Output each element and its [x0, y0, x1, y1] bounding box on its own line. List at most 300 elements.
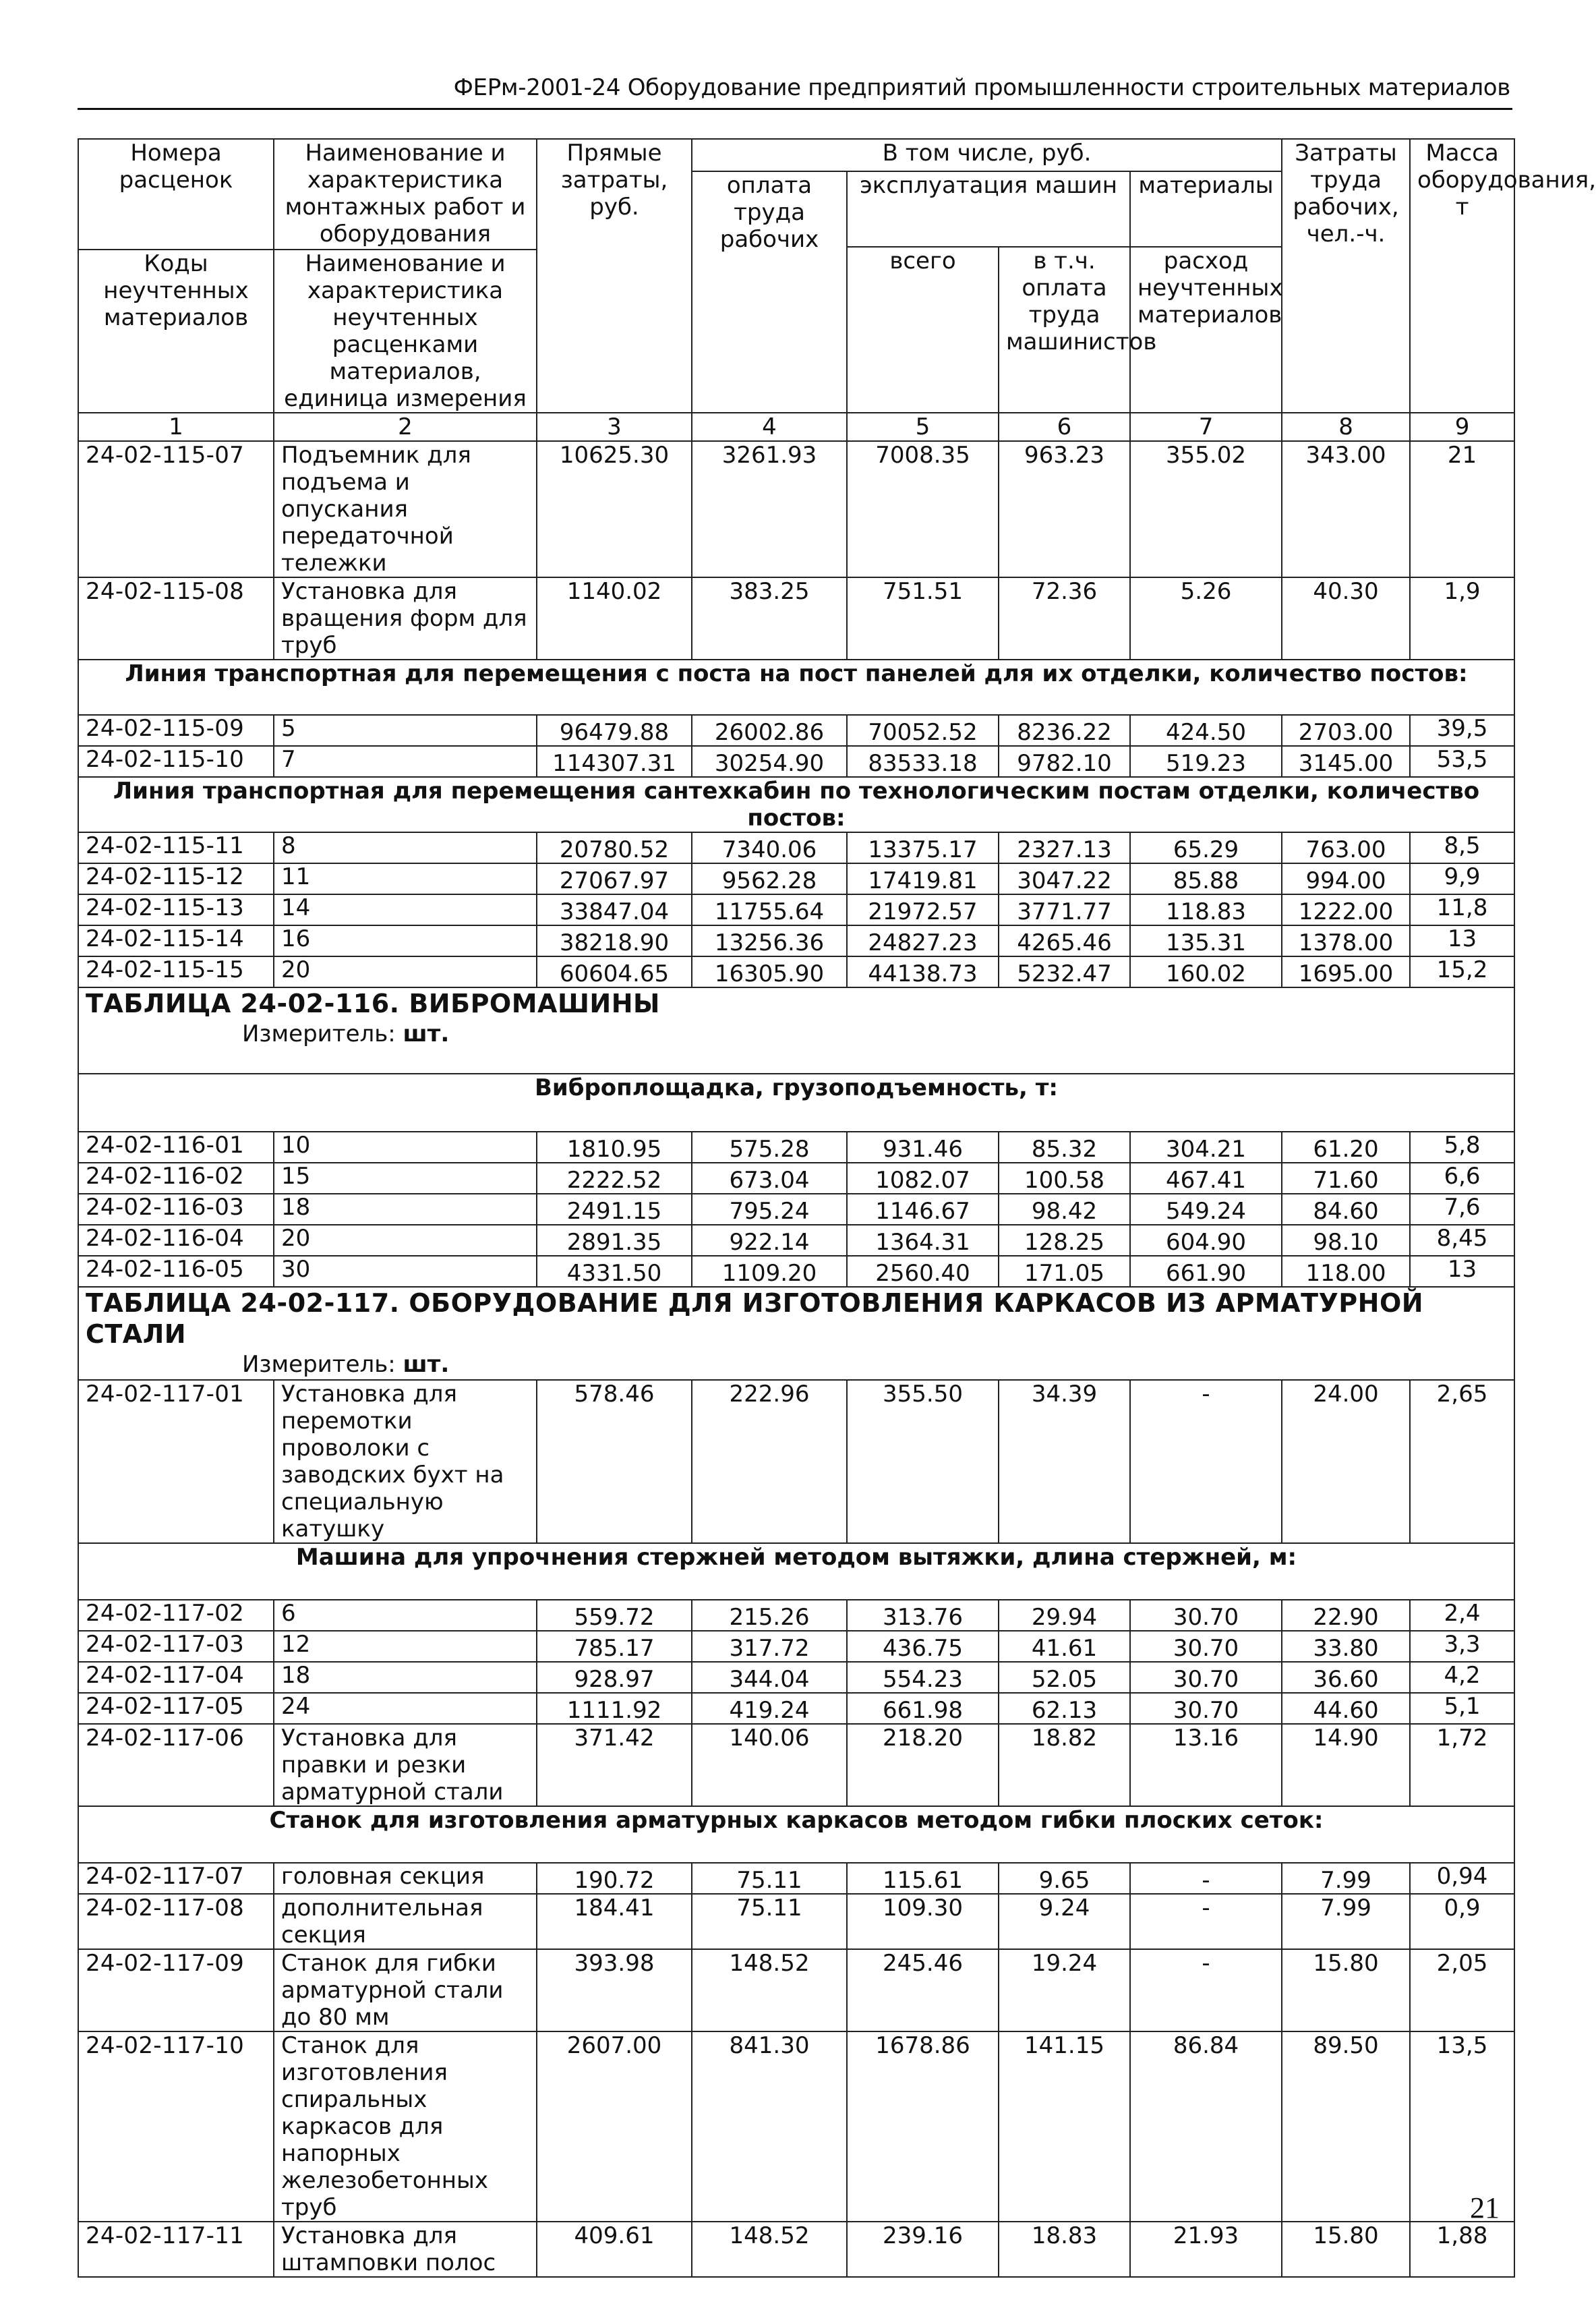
labor-pay-cell: 140.06 [692, 1724, 847, 1806]
work-name: Установка для правки и резки арматурной стали [274, 1724, 537, 1806]
rates-table [78, 138, 1596, 2278]
table-row [78, 1225, 1514, 1256]
machine-total-cell: 554.23 [847, 1662, 999, 1693]
labor-pay-cell: 75.11 [692, 1894, 847, 1949]
work-name: 20 [274, 956, 537, 987]
equipment-mass-cell: 4,2 [1410, 1662, 1514, 1693]
equipment-mass-cell: 3,3 [1410, 1631, 1514, 1662]
machine-total-cell: 70052.52 [847, 715, 999, 746]
rate-code: 24-02-115-08 [78, 577, 274, 660]
header-equipment-mass: Масса оборудования, т [1410, 139, 1514, 413]
unaccounted-materials-cell: 135.31 [1130, 925, 1282, 956]
labor-hours-cell: 84.60 [1282, 1194, 1410, 1225]
labor-pay-cell: 75.11 [692, 1863, 847, 1894]
driver-pay-cell: 85.32 [999, 1132, 1130, 1163]
labor-pay-cell: 9562.28 [692, 863, 847, 894]
table-title-cell [78, 1287, 1514, 1380]
table-title-row [78, 1287, 1514, 1380]
labor-pay-cell: 575.28 [692, 1132, 847, 1163]
equipment-mass-cell: 39,5 [1410, 715, 1514, 746]
machine-total-cell: 109.30 [847, 1894, 999, 1949]
equipment-mass-cell: 11,8 [1410, 894, 1514, 925]
labor-pay-cell: 841.30 [692, 2031, 847, 2222]
driver-pay-cell: 4265.46 [999, 925, 1130, 956]
driver-pay-cell: 41.61 [999, 1631, 1130, 1662]
driver-pay-cell: 52.05 [999, 1662, 1130, 1693]
table-row [78, 1662, 1514, 1693]
column-number: 8 [1282, 413, 1410, 441]
machine-total-cell: 1678.86 [847, 2031, 999, 2222]
rate-code: 24-02-115-12 [78, 863, 274, 894]
header-driver-pay: в т.ч. оплата труда машинистов [999, 247, 1130, 413]
direct-costs-cell: 4331.50 [537, 1256, 692, 1287]
labor-hours-cell: 118.00 [1282, 1256, 1410, 1287]
equipment-mass-cell: 5,1 [1410, 1693, 1514, 1724]
direct-costs-cell: 2891.35 [537, 1225, 692, 1256]
machine-total-cell: 239.16 [847, 2222, 999, 2277]
work-name: 18 [274, 1662, 537, 1693]
direct-costs-cell: 559.72 [537, 1600, 692, 1631]
labor-pay-cell: 1109.20 [692, 1256, 847, 1287]
section-title: Линия транспортная для перемещения с поста на пост панелей для их отделки, количество постов: [78, 660, 1514, 715]
work-name: 14 [274, 894, 537, 925]
rate-code: 24-02-115-07 [78, 441, 274, 577]
rate-code: 24-02-116-04 [78, 1225, 274, 1256]
rate-code: 24-02-117-10 [78, 2031, 274, 2222]
driver-pay-cell: 18.82 [999, 1724, 1130, 1806]
work-name: дополнительная секция [274, 1894, 537, 1949]
direct-costs-cell: 578.46 [537, 1380, 692, 1543]
direct-costs-cell: 96479.88 [537, 715, 692, 746]
equipment-mass-cell: 5,8 [1410, 1132, 1514, 1163]
rate-code: 24-02-116-03 [78, 1194, 274, 1225]
labor-hours-cell: 2703.00 [1282, 715, 1410, 746]
labor-hours-cell: 22.90 [1282, 1600, 1410, 1631]
driver-pay-cell: 141.15 [999, 2031, 1130, 2222]
machine-total-cell: 21972.57 [847, 894, 999, 925]
machine-total-cell: 218.20 [847, 1724, 999, 1806]
table-row [78, 925, 1514, 956]
driver-pay-cell: 171.05 [999, 1256, 1130, 1287]
header-materials: материалы [1130, 171, 1282, 247]
table-title-cell [78, 987, 1514, 1074]
section-title: Машина для упрочнения стержней методом вытяжки, длина стержней, м: [78, 1543, 1514, 1600]
driver-pay-cell: 62.13 [999, 1693, 1130, 1724]
equipment-mass-cell: 1,72 [1410, 1724, 1514, 1806]
driver-pay-cell: 128.25 [999, 1225, 1130, 1256]
rate-code: 24-02-117-11 [78, 2222, 274, 2277]
labor-pay-cell: 419.24 [692, 1693, 847, 1724]
table-title-row [78, 987, 1514, 1074]
header-labor-hours: Затраты труда рабочих, чел.-ч. [1282, 139, 1410, 413]
rate-code: 24-02-117-08 [78, 1894, 274, 1949]
work-name: 18 [274, 1194, 537, 1225]
column-number: 5 [847, 413, 999, 441]
header-rate-numbers: Номера расценок [78, 139, 274, 250]
equipment-mass-cell: 8,45 [1410, 1225, 1514, 1256]
table-row [78, 1600, 1514, 1631]
table-measure-unit [86, 1019, 1507, 1049]
work-name: 30 [274, 1256, 537, 1287]
table-row [78, 1194, 1514, 1225]
machine-total-cell: 313.76 [847, 1600, 999, 1631]
unaccounted-materials-cell: - [1130, 1949, 1282, 2031]
direct-costs-cell: 184.41 [537, 1894, 692, 1949]
section-title: Виброплощадка, грузоподъемность, т: [78, 1074, 1514, 1132]
header-work-name: Наименование и характеристика монтажных работ и оборудования [274, 139, 537, 250]
labor-hours-cell: 24.00 [1282, 1380, 1410, 1543]
driver-pay-cell: 19.24 [999, 1949, 1130, 2031]
labor-hours-cell: 40.30 [1282, 577, 1410, 660]
labor-hours-cell: 89.50 [1282, 2031, 1410, 2222]
equipment-mass-cell: 2,4 [1410, 1600, 1514, 1631]
direct-costs-cell: 928.97 [537, 1662, 692, 1693]
driver-pay-cell: 98.42 [999, 1194, 1130, 1225]
labor-pay-cell: 383.25 [692, 577, 847, 660]
table-title: ТАБЛИЦА 24-02-116. ВИБРОМАШИНЫ [86, 989, 660, 1018]
rate-code: 24-02-116-01 [78, 1132, 274, 1163]
labor-pay-cell: 16305.90 [692, 956, 847, 987]
work-name: Установка для вращения форм для труб [274, 577, 537, 660]
labor-hours-cell: 763.00 [1282, 832, 1410, 863]
running-head: ФЕРм-2001-24 Оборудование предприятий промышленности строительных материалов [453, 74, 1510, 101]
driver-pay-cell: 3047.22 [999, 863, 1130, 894]
work-name: 8 [274, 832, 537, 863]
driver-pay-cell: 8236.22 [999, 715, 1130, 746]
labor-hours-cell: 15.80 [1282, 2222, 1410, 2277]
header-material-name: Наименование и характеристика неучтенных расценками материалов, единица измерения [274, 250, 537, 413]
work-name: Станок для гибки арматурной стали до 80 мм [274, 1949, 537, 2031]
work-name: 7 [274, 746, 537, 777]
unaccounted-materials-cell: 160.02 [1130, 956, 1282, 987]
machine-total-cell: 1146.67 [847, 1194, 999, 1225]
work-name: 11 [274, 863, 537, 894]
labor-hours-cell: 343.00 [1282, 441, 1410, 577]
table-measure-unit [86, 1350, 1507, 1379]
rate-code: 24-02-117-03 [78, 1631, 274, 1662]
work-name: Станок для изготовления спиральных каркасов для напорных железобетонных труб [274, 2031, 537, 2222]
table-row [78, 746, 1514, 777]
equipment-mass-cell: 6,6 [1410, 1163, 1514, 1194]
header-material-codes: Коды неучтенных материалов [78, 250, 274, 413]
direct-costs-cell: 2222.52 [537, 1163, 692, 1194]
work-name: 5 [274, 715, 537, 746]
direct-costs-cell: 1810.95 [537, 1132, 692, 1163]
work-name: 6 [274, 1600, 537, 1631]
labor-hours-cell: 36.60 [1282, 1662, 1410, 1693]
measure-label: Измеритель: [242, 1020, 396, 1047]
table-row [78, 832, 1514, 863]
table-row [78, 1163, 1514, 1194]
direct-costs-cell: 114307.31 [537, 746, 692, 777]
unaccounted-materials-cell: 65.29 [1130, 832, 1282, 863]
direct-costs-cell: 27067.97 [537, 863, 692, 894]
unaccounted-materials-cell: 5.26 [1130, 577, 1282, 660]
header-rule [78, 108, 1512, 110]
unaccounted-materials-cell: 30.70 [1130, 1600, 1282, 1631]
section-header-row [78, 777, 1514, 832]
equipment-mass-cell: 21 [1410, 441, 1514, 577]
driver-pay-cell: 9.24 [999, 1894, 1130, 1949]
labor-hours-cell: 7.99 [1282, 1863, 1410, 1894]
unaccounted-materials-cell: 549.24 [1130, 1194, 1282, 1225]
machine-total-cell: 2560.40 [847, 1256, 999, 1287]
work-name: 24 [274, 1693, 537, 1724]
section-title: Станок для изготовления арматурных каркасов методом гибки плоских сеток: [78, 1806, 1514, 1863]
rate-code: 24-02-117-04 [78, 1662, 274, 1693]
table-row [78, 441, 1514, 577]
unaccounted-materials-cell: 304.21 [1130, 1132, 1282, 1163]
unaccounted-materials-cell: 30.70 [1130, 1631, 1282, 1662]
machine-total-cell: 7008.35 [847, 441, 999, 577]
column-number: 3 [537, 413, 692, 441]
equipment-mass-cell: 2,05 [1410, 1949, 1514, 2031]
labor-pay-cell: 215.26 [692, 1600, 847, 1631]
table-row [78, 1949, 1514, 2031]
unaccounted-materials-cell: - [1130, 1863, 1282, 1894]
driver-pay-cell: 5232.47 [999, 956, 1130, 987]
direct-costs-cell: 60604.65 [537, 956, 692, 987]
machine-total-cell: 24827.23 [847, 925, 999, 956]
labor-hours-cell: 1695.00 [1282, 956, 1410, 987]
labor-pay-cell: 922.14 [692, 1225, 847, 1256]
machine-total-cell: 661.98 [847, 1693, 999, 1724]
equipment-mass-cell: 1,9 [1410, 577, 1514, 660]
direct-costs-cell: 38218.90 [537, 925, 692, 956]
measure-label: Измеритель: [242, 1351, 396, 1378]
table-title: ТАБЛИЦА 24-02-117. ОБОРУДОВАНИЕ ДЛЯ ИЗГОТОВЛЕНИЯ КАРКАСОВ ИЗ АРМАТУРНОЙ СТАЛИ [86, 1288, 1424, 1349]
equipment-mass-cell: 2,65 [1410, 1380, 1514, 1543]
unaccounted-materials-cell: 30.70 [1130, 1662, 1282, 1693]
header-including: В том числе, руб. [692, 139, 1282, 171]
labor-hours-cell: 3145.00 [1282, 746, 1410, 777]
labor-hours-cell: 994.00 [1282, 863, 1410, 894]
table-row [78, 1693, 1514, 1724]
column-number: 1 [78, 413, 274, 441]
direct-costs-cell: 1140.02 [537, 577, 692, 660]
rate-code: 24-02-117-01 [78, 1380, 274, 1543]
unaccounted-materials-cell: 85.88 [1130, 863, 1282, 894]
driver-pay-cell: 34.39 [999, 1380, 1130, 1543]
rate-code: 24-02-117-09 [78, 1949, 274, 2031]
labor-pay-cell: 673.04 [692, 1163, 847, 1194]
labor-hours-cell: 1222.00 [1282, 894, 1410, 925]
measure-unit: шт. [403, 1020, 450, 1047]
labor-hours-cell: 98.10 [1282, 1225, 1410, 1256]
rate-code: 24-02-117-05 [78, 1693, 274, 1724]
unaccounted-materials-cell: 519.23 [1130, 746, 1282, 777]
direct-costs-cell: 10625.30 [537, 441, 692, 577]
header-machine-operation: эксплуатация машин [847, 171, 1130, 247]
direct-costs-cell: 190.72 [537, 1863, 692, 1894]
labor-pay-cell: 317.72 [692, 1631, 847, 1662]
unaccounted-materials-cell: 30.70 [1130, 1693, 1282, 1724]
column-numbers-row [78, 413, 1514, 441]
unaccounted-materials-cell: - [1130, 1380, 1282, 1543]
table-row [78, 1894, 1514, 1949]
labor-hours-cell: 7.99 [1282, 1894, 1410, 1949]
labor-pay-cell: 148.52 [692, 1949, 847, 2031]
unaccounted-materials-cell: 118.83 [1130, 894, 1282, 925]
column-number: 9 [1410, 413, 1514, 441]
labor-hours-cell: 33.80 [1282, 1631, 1410, 1662]
page-number: 21 [1470, 2191, 1500, 2224]
equipment-mass-cell: 8,5 [1410, 832, 1514, 863]
column-number: 4 [692, 413, 847, 441]
equipment-mass-cell: 15,2 [1410, 956, 1514, 987]
rate-code: 24-02-115-15 [78, 956, 274, 987]
direct-costs-cell: 785.17 [537, 1631, 692, 1662]
equipment-mass-cell: 0,94 [1410, 1863, 1514, 1894]
labor-hours-cell: 15.80 [1282, 1949, 1410, 2031]
unaccounted-materials-cell: 661.90 [1130, 1256, 1282, 1287]
machine-total-cell: 1364.31 [847, 1225, 999, 1256]
work-name: 12 [274, 1631, 537, 1662]
equipment-mass-cell: 13,5 [1410, 2031, 1514, 2222]
section-header-row [78, 660, 1514, 715]
direct-costs-cell: 2491.15 [537, 1194, 692, 1225]
table-row [78, 1256, 1514, 1287]
labor-pay-cell: 11755.64 [692, 894, 847, 925]
driver-pay-cell: 3771.77 [999, 894, 1130, 925]
labor-pay-cell: 7340.06 [692, 832, 847, 863]
table-row [78, 894, 1514, 925]
driver-pay-cell: 18.83 [999, 2222, 1130, 2277]
table-row [78, 1863, 1514, 1894]
table-row [78, 715, 1514, 746]
section-header-row [78, 1074, 1514, 1132]
header-unaccounted-materials: расход неучтенных материалов [1130, 247, 1282, 413]
driver-pay-cell: 963.23 [999, 441, 1130, 577]
labor-pay-cell: 344.04 [692, 1662, 847, 1693]
machine-total-cell: 931.46 [847, 1132, 999, 1163]
machine-total-cell: 436.75 [847, 1631, 999, 1662]
unaccounted-materials-cell: 13.16 [1130, 1724, 1282, 1806]
rate-code: 24-02-116-02 [78, 1163, 274, 1194]
unaccounted-materials-cell: 21.93 [1130, 2222, 1282, 2277]
rate-code: 24-02-115-11 [78, 832, 274, 863]
table-row [78, 577, 1514, 660]
machine-total-cell: 751.51 [847, 577, 999, 660]
labor-hours-cell: 61.20 [1282, 1132, 1410, 1163]
unaccounted-materials-cell: - [1130, 1894, 1282, 1949]
section-header-row [78, 1806, 1514, 1863]
unaccounted-materials-cell: 467.41 [1130, 1163, 1282, 1194]
table-row [78, 2031, 1514, 2222]
equipment-mass-cell: 1,88 [1410, 2222, 1514, 2277]
work-name: 10 [274, 1132, 537, 1163]
direct-costs-cell: 2607.00 [537, 2031, 692, 2222]
rate-code: 24-02-115-10 [78, 746, 274, 777]
direct-costs-cell: 33847.04 [537, 894, 692, 925]
labor-hours-cell: 14.90 [1282, 1724, 1410, 1806]
equipment-mass-cell: 0,9 [1410, 1894, 1514, 1949]
rate-code: 24-02-117-07 [78, 1863, 274, 1894]
driver-pay-cell: 2327.13 [999, 832, 1130, 863]
unaccounted-materials-cell: 604.90 [1130, 1225, 1282, 1256]
rate-code: 24-02-115-09 [78, 715, 274, 746]
work-name: 20 [274, 1225, 537, 1256]
rate-code: 24-02-117-02 [78, 1600, 274, 1631]
equipment-mass-cell: 13 [1410, 1256, 1514, 1287]
rate-code: 24-02-115-14 [78, 925, 274, 956]
labor-hours-cell: 71.60 [1282, 1163, 1410, 1194]
direct-costs-cell: 1111.92 [537, 1693, 692, 1724]
header-labor-pay: оплата труда рабочих [692, 171, 847, 413]
table-row [78, 956, 1514, 987]
labor-pay-cell: 26002.86 [692, 715, 847, 746]
labor-pay-cell: 795.24 [692, 1194, 847, 1225]
table-row [78, 863, 1514, 894]
unaccounted-materials-cell: 424.50 [1130, 715, 1282, 746]
machine-total-cell: 115.61 [847, 1863, 999, 1894]
labor-hours-cell: 1378.00 [1282, 925, 1410, 956]
labor-pay-cell: 222.96 [692, 1380, 847, 1543]
work-name: 15 [274, 1163, 537, 1194]
table-row [78, 2222, 1514, 2277]
labor-pay-cell: 13256.36 [692, 925, 847, 956]
direct-costs-cell: 20780.52 [537, 832, 692, 863]
direct-costs-cell: 393.98 [537, 1949, 692, 2031]
work-name: Установка для штамповки полос [274, 2222, 537, 2277]
work-name: Подъемник для подъема и опускания передаточной тележки [274, 441, 537, 577]
machine-total-cell: 355.50 [847, 1380, 999, 1543]
equipment-mass-cell: 53,5 [1410, 746, 1514, 777]
rate-code: 24-02-116-05 [78, 1256, 274, 1287]
labor-pay-cell: 148.52 [692, 2222, 847, 2277]
work-name: Установка для перемотки проволоки с заводских бухт на специальную катушку [274, 1380, 537, 1543]
header-direct-costs: Прямые затраты, руб. [537, 139, 692, 413]
work-name: головная секция [274, 1863, 537, 1894]
column-number: 2 [274, 413, 537, 441]
table-row [78, 1631, 1514, 1662]
table-row [78, 1132, 1514, 1163]
labor-pay-cell: 3261.93 [692, 441, 847, 577]
driver-pay-cell: 100.58 [999, 1163, 1130, 1194]
section-header-row [78, 1543, 1514, 1600]
driver-pay-cell: 9782.10 [999, 746, 1130, 777]
direct-costs-cell: 371.42 [537, 1724, 692, 1806]
work-name: 16 [274, 925, 537, 956]
unaccounted-materials-cell: 86.84 [1130, 2031, 1282, 2222]
equipment-mass-cell: 7,6 [1410, 1194, 1514, 1225]
unaccounted-materials-cell: 355.02 [1130, 441, 1282, 577]
machine-total-cell: 17419.81 [847, 863, 999, 894]
rate-code: 24-02-115-13 [78, 894, 274, 925]
driver-pay-cell: 29.94 [999, 1600, 1130, 1631]
table-row [78, 1380, 1514, 1543]
machine-total-cell: 245.46 [847, 1949, 999, 2031]
column-number: 7 [1130, 413, 1282, 441]
labor-pay-cell: 30254.90 [692, 746, 847, 777]
equipment-mass-cell: 13 [1410, 925, 1514, 956]
machine-total-cell: 83533.18 [847, 746, 999, 777]
column-number: 6 [999, 413, 1130, 441]
equipment-mass-cell: 9,9 [1410, 863, 1514, 894]
rate-code: 24-02-117-06 [78, 1724, 274, 1806]
machine-total-cell: 1082.07 [847, 1163, 999, 1194]
direct-costs-cell: 409.61 [537, 2222, 692, 2277]
header-total: всего [847, 247, 999, 413]
measure-unit: шт. [403, 1351, 450, 1378]
table-row [78, 1724, 1514, 1806]
machine-total-cell: 13375.17 [847, 832, 999, 863]
driver-pay-cell: 72.36 [999, 577, 1130, 660]
labor-hours-cell: 44.60 [1282, 1693, 1410, 1724]
machine-total-cell: 44138.73 [847, 956, 999, 987]
section-title: Линия транспортная для перемещения сантехкабин по технологическим постам отделки, количество постов: [78, 777, 1514, 832]
driver-pay-cell: 9.65 [999, 1863, 1130, 1894]
